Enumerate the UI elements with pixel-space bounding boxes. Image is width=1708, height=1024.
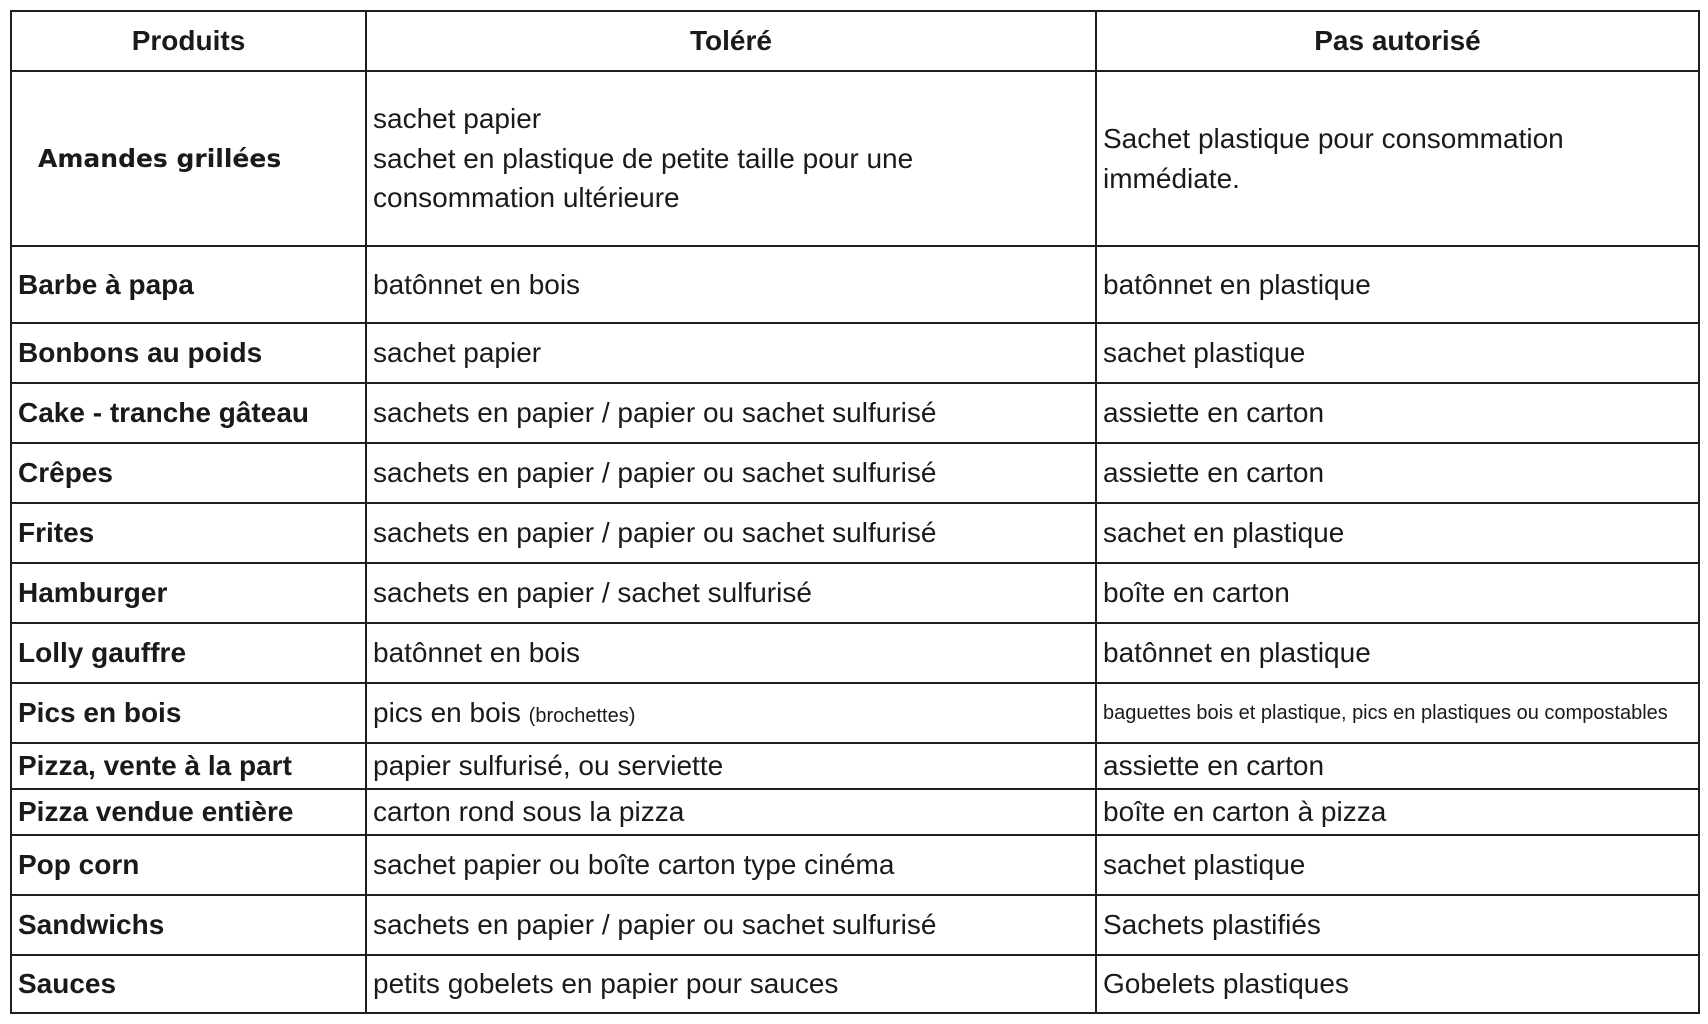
tolerated-cell: sachets en papier / sachet sulfurisé (366, 563, 1096, 623)
table-row (11, 895, 1699, 955)
product-cell: Amandes grillées (11, 71, 366, 246)
product-cell: Hamburger (11, 563, 366, 623)
header-tolerated: Toléré (366, 11, 1096, 71)
tolerated-cell (366, 71, 1096, 246)
product-cell: Lolly gauffre (11, 623, 366, 683)
not-allowed-cell: Sachet plastique pour consommation immédiate. (1096, 71, 1699, 246)
not-allowed-cell: boîte en carton (1096, 563, 1699, 623)
tolerated-cell: papier sulfurisé, ou serviette (366, 743, 1096, 789)
tolerated-note: (brochettes) (528, 705, 636, 728)
tolerated-cell (366, 683, 1096, 743)
tolerated-cell: carton rond sous la pizza (366, 789, 1096, 835)
tolerated-cell: sachet papier (366, 323, 1096, 383)
not-allowed-cell: sachet en plastique (1096, 503, 1699, 563)
tolerated-line: sachet en plastique de petite taille pour une (373, 142, 914, 174)
not-allowed-cell: Gobelets plastiques (1096, 955, 1699, 1013)
header-not-allowed: Pas autorisé (1096, 11, 1699, 71)
table-row (11, 789, 1699, 835)
table-row (11, 835, 1699, 895)
table-row (11, 323, 1699, 383)
tolerated-cell: batônnet en bois (366, 623, 1096, 683)
not-allowed-cell: batônnet en plastique (1096, 623, 1699, 683)
product-cell: Pizza vendue entière (11, 789, 366, 835)
product-cell: Bonbons au poids (11, 323, 366, 383)
packaging-table (10, 10, 1700, 1014)
header-row (11, 11, 1699, 71)
product-cell: Frites (11, 503, 366, 563)
table-row (11, 503, 1699, 563)
tolerated-cell: sachets en papier / papier ou sachet sulfurisé (366, 383, 1096, 443)
tolerated-line: consommation ultérieure (373, 182, 680, 214)
not-allowed-cell: sachet plastique (1096, 835, 1699, 895)
tolerated-cell: sachets en papier / papier ou sachet sulfurisé (366, 443, 1096, 503)
table-row (11, 563, 1699, 623)
not-allowed-cell: baguettes bois et plastique, pics en plastiques ou compostables (1096, 683, 1699, 743)
product-cell: Sauces (11, 955, 366, 1013)
not-allowed-cell: batônnet en plastique (1096, 246, 1699, 323)
table-row (11, 71, 1699, 246)
not-allowed-cell: assiette en carton (1096, 383, 1699, 443)
table-row (11, 383, 1699, 443)
product-cell: Crêpes (11, 443, 366, 503)
table-row (11, 246, 1699, 323)
table-row (11, 443, 1699, 503)
tolerated-cell: sachets en papier / papier ou sachet sulfurisé (366, 503, 1096, 563)
product-cell: Sandwichs (11, 895, 366, 955)
packaging-table-container (10, 10, 1698, 1014)
not-allowed-cell: sachet plastique (1096, 323, 1699, 383)
table-row (11, 743, 1699, 789)
product-cell: Pics en bois (11, 683, 366, 743)
tolerated-cell: sachet papier ou boîte carton type cinéma (366, 835, 1096, 895)
table-row (11, 623, 1699, 683)
tolerated-cell: petits gobelets en papier pour sauces (366, 955, 1096, 1013)
not-allowed-cell: boîte en carton à pizza (1096, 789, 1699, 835)
table-row (11, 683, 1699, 743)
tolerated-cell: sachets en papier / papier ou sachet sulfurisé (366, 895, 1096, 955)
tolerated-line: sachet papier (373, 102, 542, 134)
product-cell: Pop corn (11, 835, 366, 895)
product-cell: Barbe à papa (11, 246, 366, 323)
not-allowed-cell: assiette en carton (1096, 443, 1699, 503)
tolerated-main-text: pics en bois (373, 697, 521, 729)
tolerated-cell: batônnet en bois (366, 246, 1096, 323)
not-allowed-cell: Sachets plastifiés (1096, 895, 1699, 955)
header-products: Produits (11, 11, 366, 71)
product-cell: Cake - tranche gâteau (11, 383, 366, 443)
not-allowed-cell: assiette en carton (1096, 743, 1699, 789)
table-row (11, 955, 1699, 1013)
product-cell: Pizza, vente à la part (11, 743, 366, 789)
